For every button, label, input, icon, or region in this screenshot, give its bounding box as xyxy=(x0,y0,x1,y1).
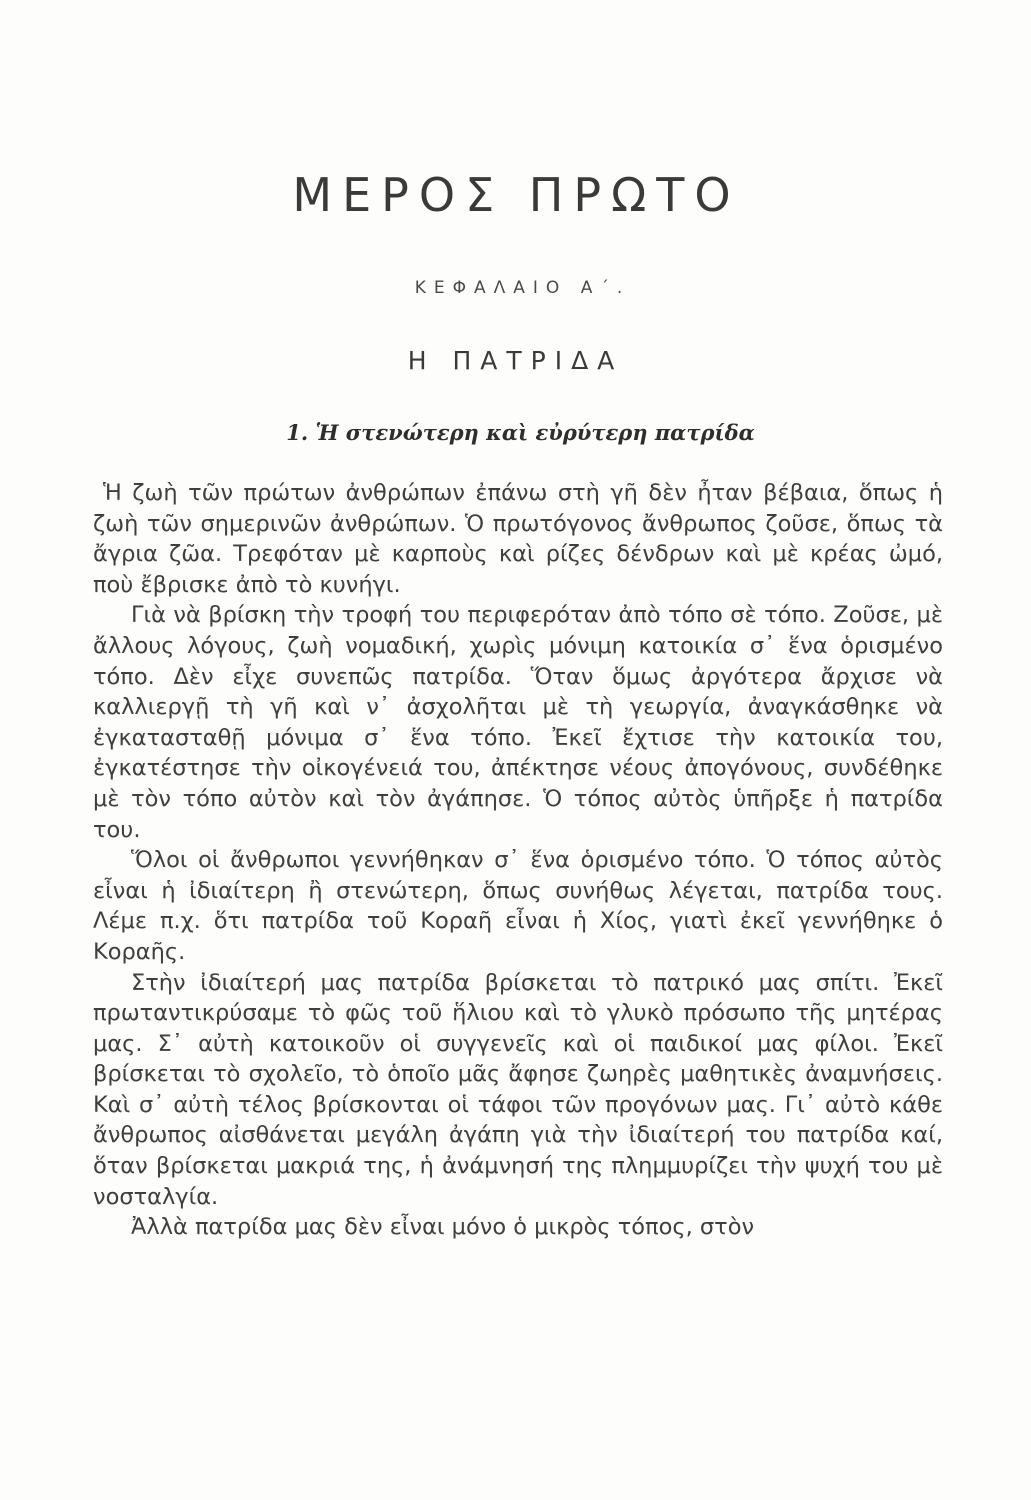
paragraph-3: Ὅλοι οἱ ἄνθρωποι γεννήθηκαν σ᾽ ἕνα ὁρισμένο τόπο. Ὁ τόπος αὐτὸς εἶναι ἡ ἰδιαίτερη ἢ στενώτερη, ὅπως συνήθως λέγεται, πατρίδα τους. Λέμε π.χ. ὅτι πατρίδα τοῦ Κοραῆ εἶναι ἡ Χίος, γιατὶ ἐκεῖ γεννήθηκε ὁ Κοραῆς. xyxy=(93,847,943,965)
chapter-title: Η ΠΑΤΡΙΔΑ xyxy=(407,346,624,375)
paragraph-2: Γιὰ νὰ βρίσκη τὴν τροφή του περιφερόταν ἀπὸ τόπο σὲ τόπο. Ζοῦσε, μὲ ἄλλους λόγους, ζωὴ νομαδική, χωρὶς μόνιμη κατοικία σ᾽ ἕνα ὁρισμένο τόπο. Δὲν εἶχε συνεπῶς πατρίδα. Ὅταν ὅμως ἀργότερα ἄρχισε νὰ καλλιεργῇ τὴ γῆ καὶ ν᾽ ἀσχολῆται μὲ τὴ γεωργία, ἀναγκάσθηκε νὰ ἐγκατασταθῇ μόνιμα σ᾽ ἕνα τόπο. Ἐκεῖ ἔχτισε τὴν κατοικία του, ἐγκατέστησε τὴν οἰκογένειά του, ἀπέκτησε νέους ἀπογόνους, συνδέθηκε μὲ τὸν τόπο αὐτὸν καὶ τὸν ἀγάπησε. Ὁ τόπος αὐτὸς ὑπῆρξε ἡ πατρίδα του. xyxy=(93,602,943,843)
paragraph-1: Ἡ ζωὴ τῶν πρώτων ἀνθρώπων ἐπάνω στὴ γῆ δὲν ἦταν βέβαια, ὅπως ἡ ζωὴ τῶν σημερινῶν ἀνθρώπων. Ὁ πρωτόγονος ἄνθρωπος ζοῦσε, ὅπως τὰ ἄγρια ζῶα. Τρεφόταν μὲ καρποὺς καὶ ρίζες δένδρων καὶ μὲ κρέας ὠμό, ποὺ ἔβρισκε ἀπὸ τὸ κυνήγι. xyxy=(93,480,943,598)
paragraph-5: Ἀλλὰ πατρίδα μας δὲν εἶναι μόνο ὁ μικρὸς τόπος, στὸν xyxy=(131,1214,755,1241)
chapter-label: ΚΕΦΑΛΑΙΟ Α΄. xyxy=(414,278,631,298)
part-title: ΜΕΡΟΣ ΠΡΩΤΟ xyxy=(292,168,741,222)
paragraph-4: Στὴν ἰδιαίτερή μας πατρίδα βρίσκεται τὸ πατρικό μας σπίτι. Ἐκεῖ πρωταντικρύσαμε τὸ φῶς τοῦ ἥλιου καὶ τὸ γλυκὸ πρόσωπο τῆς μητέρας μας. Σ᾽ αὐτὴ κατοικοῦν οἱ συγγενεῖς καὶ οἱ παιδικοί μας φίλοι. Ἐκεῖ βρίσκεται τὸ σχολεῖο, τὸ ὁποῖο μᾶς ἄφησε ζωηρὲς μαθητικὲς ἀναμνήσεις. Καὶ σ᾽ αὐτὴ τέλος βρίσκονται οἱ τάφοι τῶν προγόνων μας. Γι᾽ αὐτὸ κάθε ἄνθρωπος αἰσθάνεται μεγάλη ἀγάπη γιὰ τὴν ἰδιαίτερή του πατρίδα καί, ὅταν βρίσκεται μακριά της, ἡ ἀνάμνησή της πλημμυρίζει τὴν ψυχή του μὲ νοσταλγία. xyxy=(93,969,943,1210)
section-heading: 1. Ἡ στενώτερη καὶ εὐρύτερη πατρίδα xyxy=(286,420,755,445)
body-text xyxy=(93,478,943,1243)
